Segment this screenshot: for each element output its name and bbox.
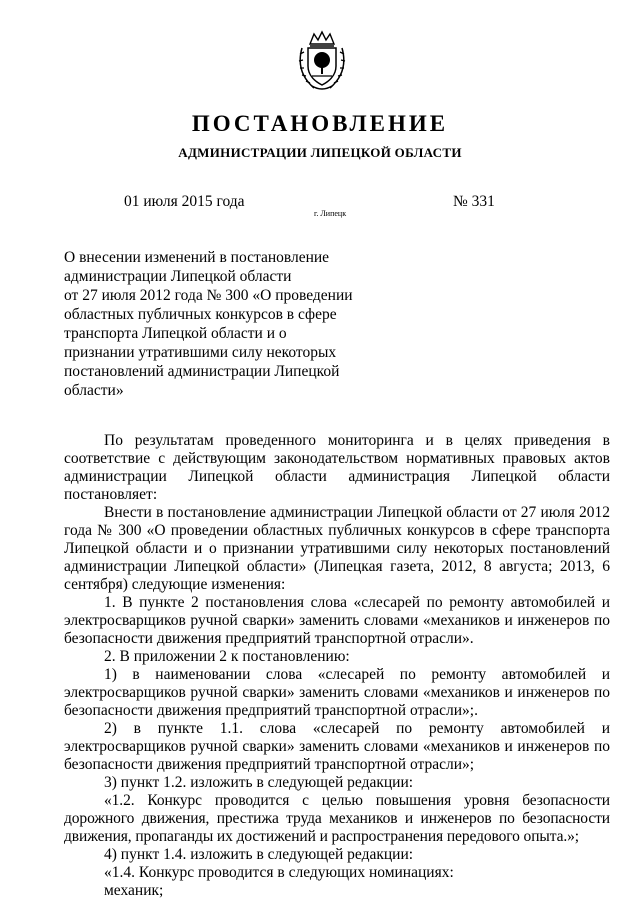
body-paragraph: 2. В приложении 2 к постановлению: xyxy=(104,648,350,665)
coat-of-arms-icon xyxy=(296,30,348,92)
subject-line: областных публичных конкурсов в сфере xyxy=(64,306,337,323)
subject-line: признании утратившими силу некоторых xyxy=(64,344,337,361)
subject-line: транспорта Липецкой области и о xyxy=(64,325,287,342)
document-city: г. Липецк xyxy=(314,209,347,218)
body-paragraph: 4) пункт 1.4. изложить в следующей редакции: xyxy=(104,846,414,863)
body-paragraph: «1.4. Конкурс проводится в следующих номинациях: xyxy=(104,864,454,881)
issuing-authority: АДМИНИСТРАЦИИ ЛИПЕЦКОЙ ОБЛАСТИ xyxy=(178,145,462,160)
subject-line: области» xyxy=(64,382,124,399)
subject-line: администрации Липецкой области xyxy=(64,268,292,285)
body-paragraph: 3) пункт 1.2. изложить в следующей редакции: xyxy=(104,774,414,791)
body-paragraph: Внести в постановление администрации Липецкой области от 27 июля 2012 года № 300 «О проведении областных публичных конкурсов в сфере транспорта Липецкой области и о признании утратившими силу некоторых постановлений администрации Липецкой области» (Липецкая газета, 2012, 8 августа; 2013, 6 сентября) следующие изменения: xyxy=(64,504,610,593)
subject-line: от 27 июля 2012 года № 300 «О проведении xyxy=(64,287,353,304)
document-date: 01 июля 2015 года xyxy=(124,193,245,210)
body-paragraph: 2) в пункте 1.1. слова «слесарей по ремонту автомобилей и электросварщиков ручной сварки» заменить словами «механиков и инженеров по безопасности движения предприятий транспортной отрасли»; xyxy=(64,720,610,773)
document-body xyxy=(64,432,610,900)
body-paragraph: механик; xyxy=(104,882,164,899)
subject-line: О внесении изменений в постановление xyxy=(64,249,330,266)
body-paragraph: По результатам проведенного мониторинга и в целях приведения в соответствие с действующим законодательством нормативных правовых актов администрации Липецкой области администрация Липецкой области постановляет: xyxy=(64,432,610,503)
document-number: № 331 xyxy=(453,193,495,210)
body-paragraph: 1. В пункте 2 постановления слова «слесарей по ремонту автомобилей и электросварщиков ручной сварки» заменить словами «механиков и инженеров по безопасности движения предприятий транспортной отрасли». xyxy=(64,594,610,647)
body-paragraph: «1.2. Конкурс проводится с целью повышения уровня безопасности дорожного движения, престижа труда механиков и инженеров по безопасности движения, пропаганды их достижений и распространения передового опыта.»; xyxy=(64,792,610,845)
body-paragraph: 1) в наименовании слова «слесарей по ремонту автомобилей и электросварщиков ручной сварки» заменить словами «механиков и инженеров по безопасности движения предприятий транспортной отрасли»;. xyxy=(64,666,610,719)
document-subject xyxy=(64,248,364,400)
subject-line: постановлений администрации Липецкой xyxy=(64,363,340,380)
document-title: ПОСТАНОВЛЕНИЕ xyxy=(191,111,449,136)
